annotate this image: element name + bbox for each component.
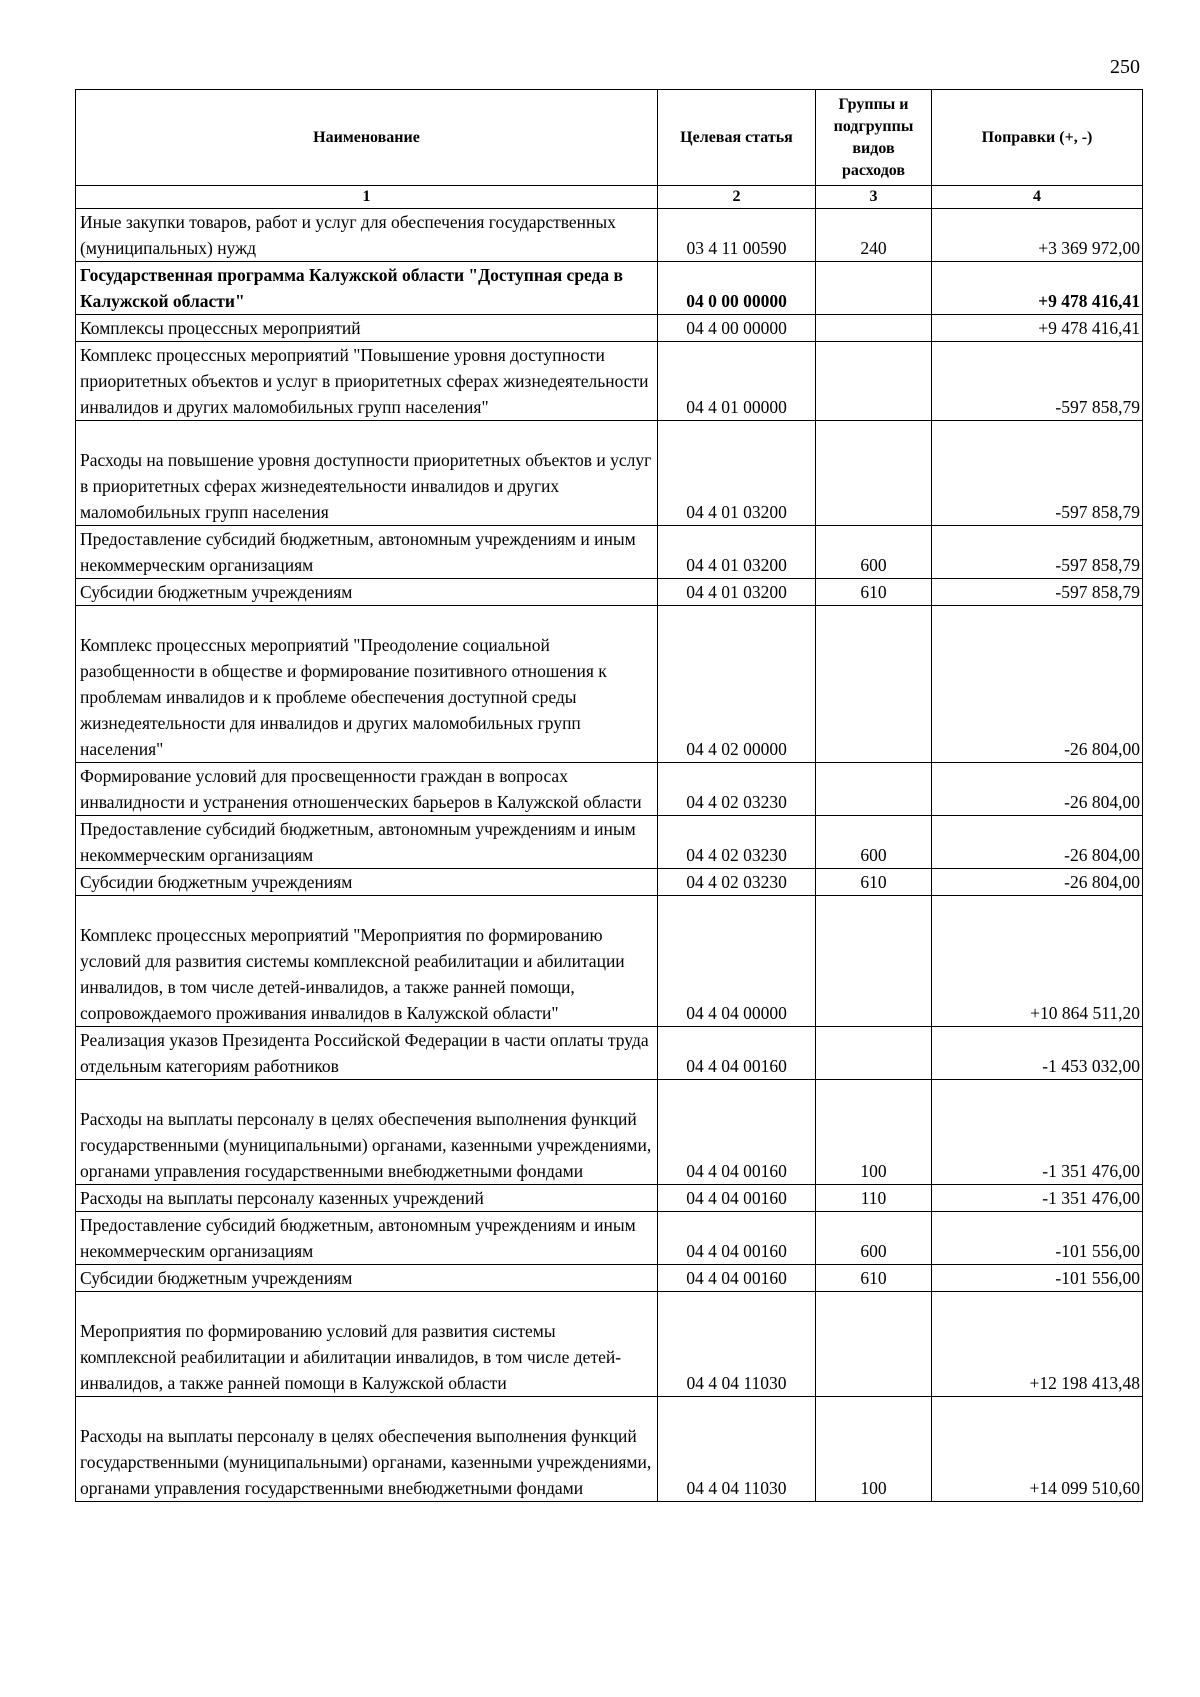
- budget-amendments-table: [75, 89, 1143, 1502]
- header-expense-groups: Группы и подгруппы видов расходов: [816, 90, 932, 186]
- row-target-article: 04 4 02 03230: [658, 816, 816, 869]
- row-expense-group: [816, 1292, 932, 1397]
- table-row: [76, 1027, 1143, 1080]
- row-name: Формирование условий для просвещенности граждан в вопросах инвалидности и устранения отношенческих барьеров в Калужской области: [76, 763, 658, 816]
- row-expense-group: 100: [816, 1397, 932, 1502]
- row-target-article: 04 4 00 00000: [658, 315, 816, 342]
- row-name: Расходы на выплаты персоналу в целях обеспечения выполнения функций государственными (муниципальными) органами, казенными учреждениями, органами управления государственными внебюджетными фондами: [76, 1080, 658, 1185]
- row-name: Предоставление субсидий бюджетным, автономным учреждениям и иным некоммерческим организациям: [76, 816, 658, 869]
- column-number-row: [76, 186, 1143, 209]
- row-amendment: -597 858,79: [932, 421, 1143, 526]
- row-amendment: +14 099 510,60: [932, 1397, 1143, 1502]
- row-target-article: 04 4 01 00000: [658, 342, 816, 421]
- row-name: Расходы на выплаты персоналу казенных учреждений: [76, 1185, 658, 1212]
- table-row: [76, 896, 1143, 1027]
- row-name: Субсидии бюджетным учреждениям: [76, 869, 658, 896]
- row-amendment: -1 453 032,00: [932, 1027, 1143, 1080]
- row-target-article: 04 4 04 00160: [658, 1080, 816, 1185]
- row-target-article: 04 0 00 00000: [658, 262, 816, 315]
- row-expense-group: [816, 262, 932, 315]
- table-row: [76, 816, 1143, 869]
- row-name: Комплекс процессных мероприятий "Преодоление социальной разобщенности в обществе и формирование позитивного отношения к проблемам инвалидов и к проблеме обеспечения доступной среды жизнедеятельности для инвалидов и других маломобильных групп населения": [76, 606, 658, 763]
- row-name: Расходы на выплаты персоналу в целях обеспечения выполнения функций государственными (муниципальными) органами, казенными учреждениями, органами управления государственными внебюджетными фондами: [76, 1397, 658, 1502]
- row-expense-group: 610: [816, 1265, 932, 1292]
- table-row: [76, 1080, 1143, 1185]
- row-target-article: 04 4 01 03200: [658, 579, 816, 606]
- column-number: 2: [658, 186, 816, 209]
- table-row: [76, 1185, 1143, 1212]
- row-expense-group: 110: [816, 1185, 932, 1212]
- row-name: Расходы на повышение уровня доступности приоритетных объектов и услуг в приоритетных сферах жизнедеятельности инвалидов и других маломобильных групп населения: [76, 421, 658, 526]
- row-expense-group: 600: [816, 526, 932, 579]
- table-row: [76, 342, 1143, 421]
- row-amendment: -1 351 476,00: [932, 1080, 1143, 1185]
- row-target-article: 04 4 04 00160: [658, 1185, 816, 1212]
- column-number: 1: [76, 186, 658, 209]
- row-expense-group: [816, 421, 932, 526]
- header-amendments: Поправки (+, -): [932, 90, 1143, 186]
- row-amendment: -597 858,79: [932, 579, 1143, 606]
- table-row: [76, 1397, 1143, 1502]
- row-name: Предоставление субсидий бюджетным, автономным учреждениям и иным некоммерческим организациям: [76, 1212, 658, 1265]
- row-target-article: 04 4 01 03200: [658, 421, 816, 526]
- row-name: Субсидии бюджетным учреждениям: [76, 1265, 658, 1292]
- column-number: 3: [816, 186, 932, 209]
- row-amendment: +12 198 413,48: [932, 1292, 1143, 1397]
- row-name: Предоставление субсидий бюджетным, автономным учреждениям и иным некоммерческим организациям: [76, 526, 658, 579]
- table-row: [76, 262, 1143, 315]
- table-row: [76, 869, 1143, 896]
- row-expense-group: [816, 1027, 932, 1080]
- row-expense-group: [816, 896, 932, 1027]
- table-row: [76, 421, 1143, 526]
- table-row: [76, 209, 1143, 262]
- column-number: 4: [932, 186, 1143, 209]
- row-name: Государственная программа Калужской области "Доступная среда в Калужской области": [76, 262, 658, 315]
- table-row: [76, 1265, 1143, 1292]
- row-target-article: 04 4 04 11030: [658, 1397, 816, 1502]
- row-expense-group: 610: [816, 869, 932, 896]
- row-target-article: 04 4 04 00000: [658, 896, 816, 1027]
- row-amendment: -26 804,00: [932, 816, 1143, 869]
- row-name: Комплекс процессных мероприятий "Повышение уровня доступности приоритетных объектов и услуг в приоритетных сферах жизнедеятельности инвалидов и других маломобильных групп населения": [76, 342, 658, 421]
- row-name: Комплексы процессных мероприятий: [76, 315, 658, 342]
- row-expense-group: 600: [816, 1212, 932, 1265]
- row-name: Реализация указов Президента Российской Федерации в части оплаты труда отдельным категориям работников: [76, 1027, 658, 1080]
- row-expense-group: 100: [816, 1080, 932, 1185]
- row-expense-group: [816, 315, 932, 342]
- row-expense-group: [816, 342, 932, 421]
- row-expense-group: 610: [816, 579, 932, 606]
- row-target-article: 04 4 04 11030: [658, 1292, 816, 1397]
- header-target-article: Целевая статья: [658, 90, 816, 186]
- row-amendment: -101 556,00: [932, 1212, 1143, 1265]
- table-row: [76, 579, 1143, 606]
- row-amendment: +9 478 416,41: [932, 262, 1143, 315]
- row-amendment: +3 369 972,00: [932, 209, 1143, 262]
- row-amendment: -101 556,00: [932, 1265, 1143, 1292]
- table-header-row: [76, 90, 1143, 186]
- row-name: Мероприятия по формированию условий для развития системы комплексной реабилитации и абилитации инвалидов, в том числе детей-инвалидов, а также ранней помощи в Калужской области: [76, 1292, 658, 1397]
- table-row: [76, 315, 1143, 342]
- row-expense-group: 240: [816, 209, 932, 262]
- header-name: Наименование: [76, 90, 658, 186]
- row-expense-group: [816, 763, 932, 816]
- row-target-article: 04 4 02 00000: [658, 606, 816, 763]
- table-row: [76, 763, 1143, 816]
- row-name: Иные закупки товаров, работ и услуг для обеспечения государственных (муниципальных) нужд: [76, 209, 658, 262]
- table-row: [76, 606, 1143, 763]
- table-row: [76, 1292, 1143, 1397]
- row-target-article: 04 4 04 00160: [658, 1265, 816, 1292]
- table-row: [76, 526, 1143, 579]
- row-amendment: -1 351 476,00: [932, 1185, 1143, 1212]
- row-amendment: -597 858,79: [932, 526, 1143, 579]
- table-row: [76, 1212, 1143, 1265]
- row-target-article: 04 4 04 00160: [658, 1212, 816, 1265]
- row-expense-group: [816, 606, 932, 763]
- row-name: Субсидии бюджетным учреждениям: [76, 579, 658, 606]
- row-target-article: 03 4 11 00590: [658, 209, 816, 262]
- row-amendment: -26 804,00: [932, 869, 1143, 896]
- row-target-article: 04 4 02 03230: [658, 869, 816, 896]
- row-amendment: -26 804,00: [932, 763, 1143, 816]
- row-target-article: 04 4 02 03230: [658, 763, 816, 816]
- row-target-article: 04 4 01 03200: [658, 526, 816, 579]
- row-amendment: -597 858,79: [932, 342, 1143, 421]
- row-amendment: +10 864 511,20: [932, 896, 1143, 1027]
- row-expense-group: 600: [816, 816, 932, 869]
- page-number: 250: [1110, 56, 1140, 78]
- row-amendment: -26 804,00: [932, 606, 1143, 763]
- row-name: Комплекс процессных мероприятий "Мероприятия по формированию условий для развития системы комплексной реабилитации и абилитации инвалидов, в том числе детей-инвалидов, а также ранней помощи, сопровождаемого проживания инвалидов в Калужской области": [76, 896, 658, 1027]
- row-target-article: 04 4 04 00160: [658, 1027, 816, 1080]
- row-amendment: +9 478 416,41: [932, 315, 1143, 342]
